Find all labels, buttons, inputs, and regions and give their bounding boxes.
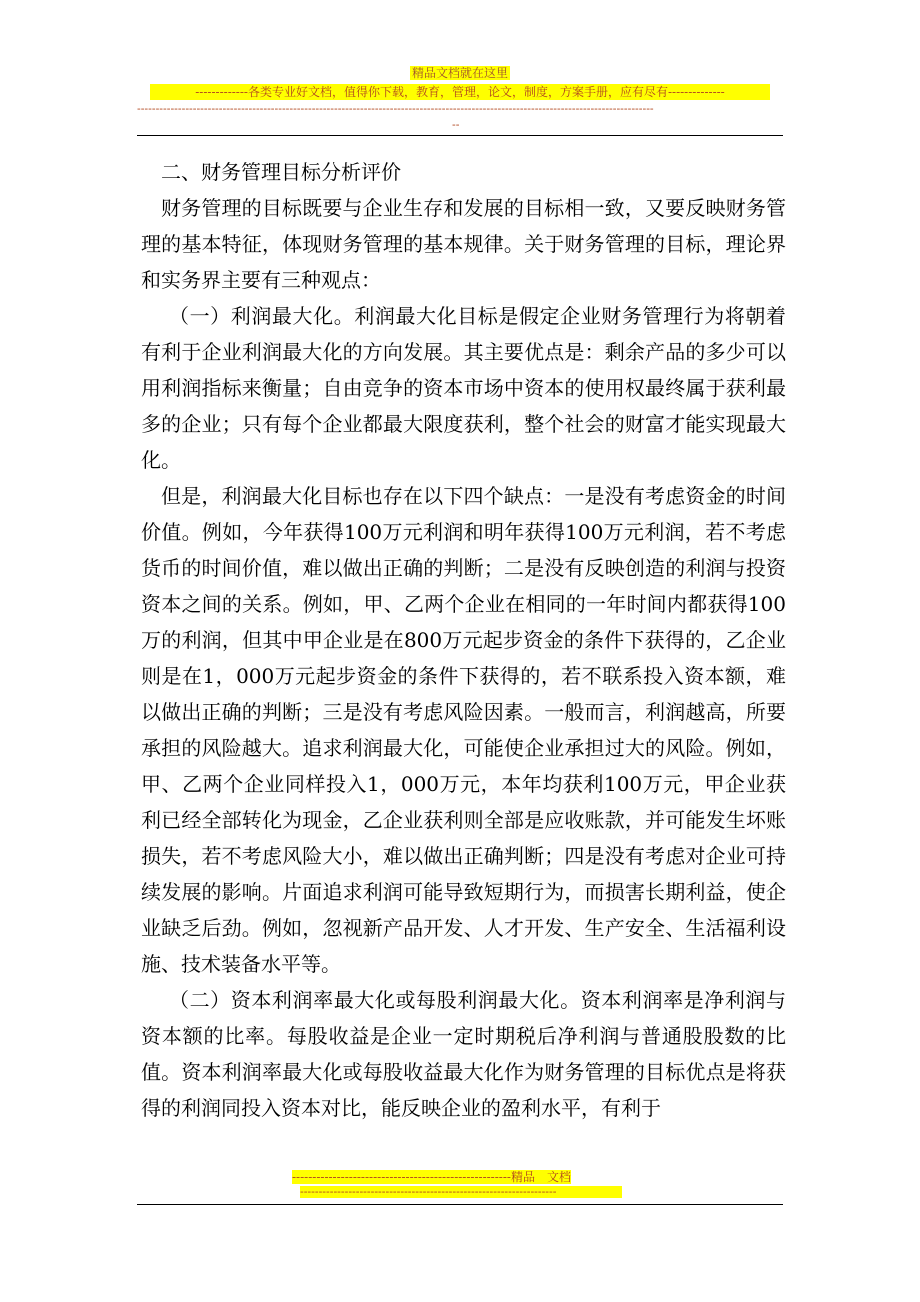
header-banner: -------------各类专业好文档，值得你下载，教育，管理，论文，制度，方案手册，应有尽有-------------- [150, 84, 770, 100]
header-title-text: 精品文档就在这里 [411, 66, 508, 80]
footer-dashes: ------------------------------------------------------ [292, 1170, 511, 1184]
footer-rule [137, 1204, 783, 1205]
paragraph-capital-return: （二）资本利润率最大化或每股利润最大化。资本利润率是净利润与资本额的比率。每股收益是企业一定时期税后净利润与普通股股数的比值。资本利润率最大化或每股收益最大化作为财务管理的目标优点是将获得的利润同投入资本对比，能反映企业的盈利水平，有利于 [141, 988, 786, 1120]
header-rule [137, 135, 783, 136]
header-dash-tail: -- [452, 119, 460, 131]
section-heading: 二、财务管理目标分析评价 [161, 160, 401, 184]
footer-line-1 [292, 1170, 626, 1184]
header-title [0, 66, 920, 81]
footer-label: 精品 文档 [510, 1170, 571, 1184]
footer-line-2: --------------------------------------------------------------------- [300, 1186, 622, 1198]
header-dash-line: ------------------------------------------------------------------------------------------------------------------------------------------- [137, 103, 654, 115]
paragraph-profit-max: （一）利润最大化。利润最大化目标是假定企业财务管理行为将朝着有利于企业利润最大化的方向发展。其主要优点是：剩余产品的多少可以用利润指标来衡量；自由竞争的资本市场中资本的使用权最终属于获利最多的企业；只有每个企业都最大限度获利，整个社会的财富才能实现最大化。 [141, 304, 786, 472]
document-body [141, 154, 786, 1126]
paragraph-profit-drawbacks: 但是，利润最大化目标也存在以下四个缺点：一是没有考虑资金的时间价值。例如，今年获得100万元利润和明年获得100万元利润，若不考虑货币的时间价值，难以做出正确的判断；二是没有反映创造的利润与投资资本之间的关系。例如，甲、乙两个企业在相同的一年时间内都获得100万的利润，但其中甲企业是在800万元起步资金的条件下获得的，乙企业则是在1，000万元起步资金的条件下获得的，若不联系投入资本额，难以做出正确的判断；三是没有考虑风险因素。一般而言，利润越高，所要承担的风险越大。追求利润最大化，可能使企业承担过大的风险。例如，甲、乙两个企业同样投入1，000万元，本年均获利100万元，甲企业获利已经全部转化为现金，乙企业获利则全部是应收账款，并可能发生坏账损失，若不考虑风险大小，难以做出正确判断；四是没有考虑对企业可持续发展的影响。片面追求利润可能导致短期行为，而损害长期利益，使企业缺乏后劲。例如，忽视新产品开发、人才开发、生产安全、生活福利设施、技术装备水平等。 [141, 484, 786, 976]
paragraph-intro: 财务管理的目标既要与企业生存和发展的目标相一致，又要反映财务管理的基本特征，体现财务管理的基本规律。关于财务管理的目标，理论界和实务界主要有三种观点： [141, 196, 786, 292]
